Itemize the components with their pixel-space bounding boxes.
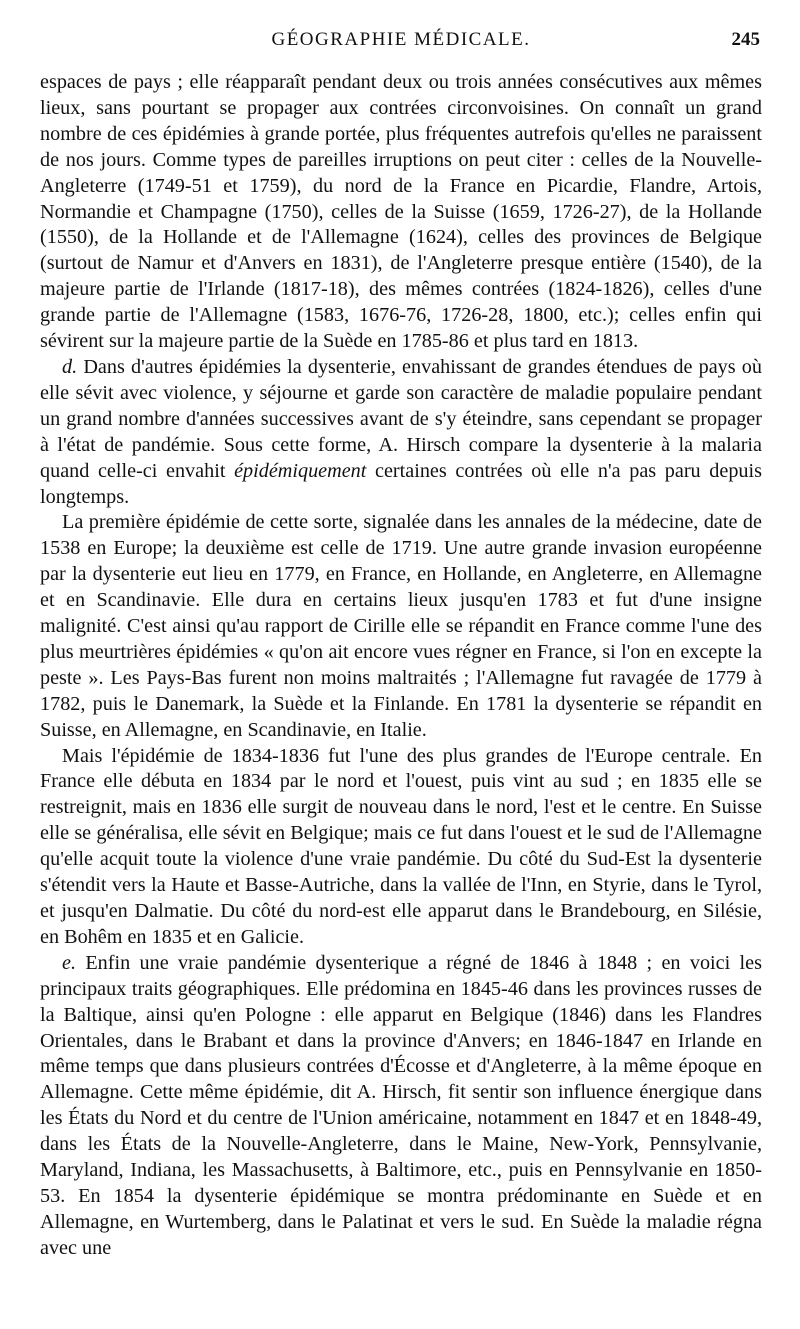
paragraph-continuation: espaces de pays ; elle réapparaît pendant deux ou trois années consécutives aux mêmes lieux, sans pourtant se propager aux contrées circonvoisines. On connaît un grand nombre de ces épidémies à grande portée, plus fréquentes autrefois qu'elles ne paraissent de nos jours. Comme types de pareilles irruptions on peut citer : celles de la Nouvelle-Angleterre (1749-51 et 1759), du nord de la France en Picardie, Flandre, Artois, Normandie et Champagne (1750), celles de la Suisse (1659, 1726-27), de la Hollande (1550), de la Hollande et de l'Allemagne (1624), celles des provinces de Belgique (surtout de Namur et d'Anvers en 1831), de l'Angleterre presque entière (1540), de la majeure partie de l'Irlande (1817-18), des mêmes contrées (1824-1826), celles d'une grande partie de l'Allemagne (1583, 1676-76, 1726-28, 1800, etc.); celles enfin qui sévirent sur la majeure partie de la Suède en 1785-86 et plus tard en 1813. bbox=[40, 71, 762, 353]
page-number: 245 bbox=[731, 29, 760, 50]
emphasized-word: épidémiquement bbox=[234, 459, 367, 482]
body-text bbox=[40, 70, 762, 1262]
paragraph-d-text: Dans d'autres épidémies la dysenterie, envahissant de grandes étendues de pays où elle sévit avec violence, y séjourne et garde son caractère de maladie populaire pendant un grand nombre d'années successives avant de s'y éteindre, sans cependant se propager à l'état de pandémie. Sous cette forme, A. Hirsch compare la dysenterie à la malaria quand celle-ci envahit bbox=[40, 355, 762, 482]
item-letter-e: e. bbox=[62, 951, 77, 974]
item-letter-d: d. bbox=[62, 355, 78, 378]
running-title: GÉOGRAPHIE MÉDICALE. bbox=[271, 29, 531, 50]
paragraph-e bbox=[40, 951, 762, 1262]
paragraph-e-text: Enfin une vraie pandémie dysenterique a régné de 1846 à 1848 ; en voici les principaux traits géographiques. Elle prédomina en 1845-46 dans les provinces russes de la Baltique, ainsi qu'en Pologne : elle apparut en Belgique (1846) dans les Flandres Orientales, dans le Brabant et dans la province d'Anvers; en 1846-1847 en Irlande en même temps que dans plusieurs contrées d'Écosse et d'Angleterre, à la même époque en Allemagne. Cette même épidémie, dit A. Hirsch, fit sentir son influence énergique dans les États du Nord et du centre de l'Union américaine, notamment en 1847 et en 1848-49, dans les États de la Nouvelle-Angleterre, dans le Maine, New-York, Pennsylvanie, Maryland, Indiana, les Massachusetts, à Baltimore, etc., puis en Pennsylvanie en 1850-53. En 1854 la dysenterie épidémique se montra prédominante en Suède et en Allemagne, en Wurtemberg, dans le Palatinat et vers le sud. En Suède la maladie régna avec une bbox=[40, 951, 762, 1259]
page-header bbox=[40, 28, 762, 58]
paragraph-d-text-end: certaines contrées où elle n'a pas paru depuis longtemps. bbox=[40, 459, 762, 508]
paragraph-1834-epidemic: Mais l'épidémie de 1834-1836 fut l'une des plus grandes de l'Europe centrale. En France elle débuta en 1834 par le nord et l'ouest, puis vint au sud ; en 1835 elle se restreignit, mais en 1836 elle surgit de nouveau dans le nord, l'est et le centre. En Suisse elle se généralisa, elle sévit en Belgique; mais ce fut dans l'ouest et le sud de l'Allemagne qu'elle acquit toute la violence d'une vraie pandémie. Du côté du Sud-Est la dysenterie s'étendit vers la Haute et Basse-Autriche, dans la vallée de l'Inn, en Styrie, dans le Tyrol, et jusqu'en Dalmatie. Du côté du nord-est elle apparut dans le Brandebourg, en Silésie, en Bohêm en 1835 et en Galicie. bbox=[40, 744, 762, 948]
paragraph-d bbox=[40, 355, 762, 510]
book-page bbox=[40, 28, 762, 1262]
paragraph-first-epidemic: La première épidémie de cette sorte, signalée dans les annales de la médecine, date de 1538 en Europe; la deuxième est celle de 1719. Une autre grande invasion européenne par la dysenterie eut lieu en 1779, en France, en Hollande, en Angleterre, en Allemagne et en Scandinavie. Elle dura en certains lieux jusqu'en 1783 et fut d'une insigne malignité. C'est ainsi qu'au rapport de Cirille elle se répandit en France comme l'une des plus meurtrières épidémies « qu'on ait encore vues régner en France, si l'on en excepte la peste ». Les Pays-Bas furent non moins maltraités ; l'Allemagne fut ravagée de 1779 à 1782, puis le Danemark, la Suède et la Finlande. En 1781 la dysenterie se répandit en Suisse, en Allemagne, en Scandinavie, en Italie. bbox=[40, 511, 762, 741]
